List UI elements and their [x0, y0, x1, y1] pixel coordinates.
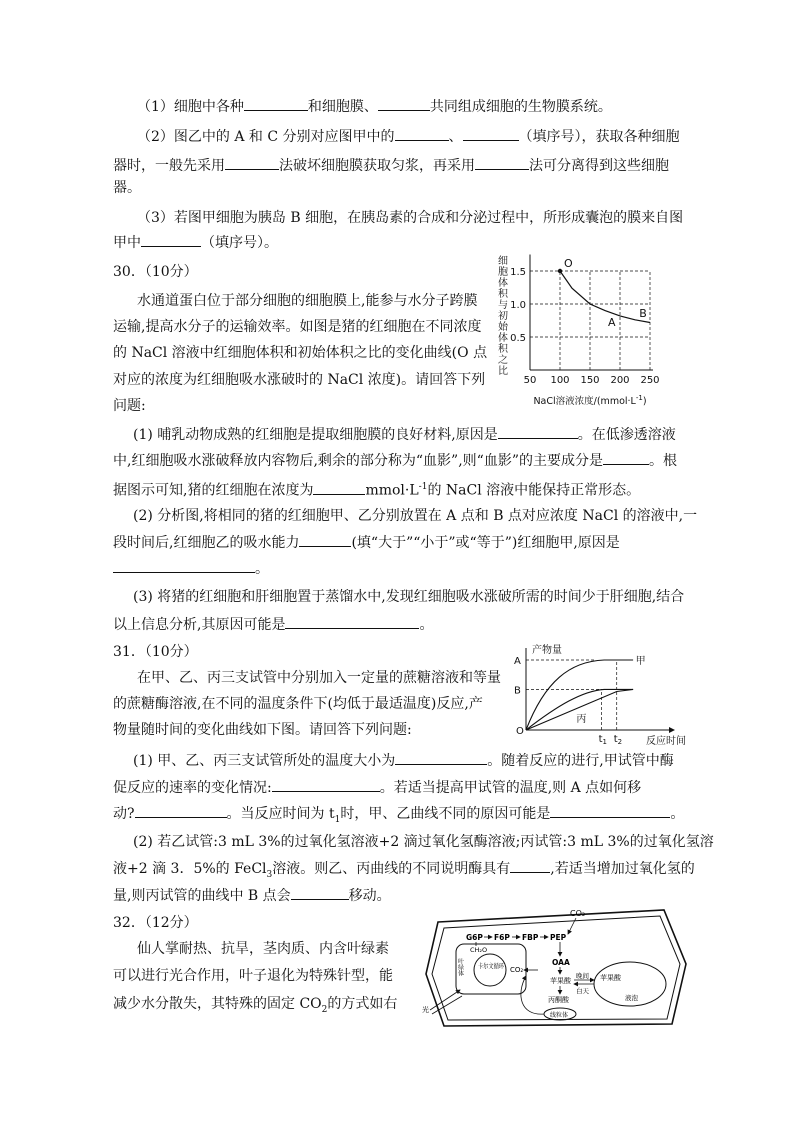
level-a-label: A — [514, 656, 521, 667]
q30-intro-4: 对应的浓度为红细胞吸水涨破时的 NaCl 浓度)。请回答下列 — [113, 372, 486, 388]
q29-part2-line3: 器。 — [113, 180, 141, 196]
y-axis-label-char: 体 — [498, 278, 508, 289]
q31-intro-1: 在甲、乙、丙三支试管中分别加入一定量的蔗糖溶液和等量 — [137, 670, 501, 686]
q29-part1: （1）细胞中各种 和细胞膜、 共同组成细胞的生物膜系统。 — [137, 96, 612, 117]
q30-sub1-line1: (1) 哺乳动物成熟的红细胞是提取细胞膜的良好材料,原因是 。在低渗透溶液 — [133, 424, 676, 445]
pyruvate-label: 丙酮酸 — [548, 996, 569, 1004]
answer-blank[interactable] — [510, 858, 550, 873]
q31-sub2-line2: 液+2 滴 3．5%的 FeCl$_3$溶液。则乙、丙曲线的不同说明酶具有 ,若适当增加过氧化氢的 — [113, 858, 695, 885]
y-axis-label-char: 之 — [498, 355, 508, 366]
q30-sub2-line1: (2) 分析图,将相同的猪的红细胞甲、乙分别放置在 A 点和 B 点对应浓度 NaCl 的溶液中,一 — [133, 508, 698, 524]
y-tick-label: 1.0 — [510, 300, 526, 311]
answer-blank[interactable] — [225, 155, 279, 170]
q31-sub1-line1: (1) 甲、乙、丙三支试管所处的温度大小为 。随着反应的进行,甲试管中酶 — [133, 750, 674, 771]
q31-intro-2: 的蔗糖酶溶液,在不同的温度条件下(均低于最适温度)反应,产 — [113, 696, 483, 712]
malic-acid-label: 苹果酸 — [550, 977, 571, 985]
q29-part2-line2: 器时，一般先采用 法破坏细胞膜获取匀浆，再采用 法可分离得到这些细胞 — [113, 155, 669, 176]
mitochondrion-label: 线粒体 — [550, 1012, 569, 1019]
x-tick-label: 50 — [523, 375, 537, 386]
answer-blank[interactable] — [498, 424, 578, 439]
oaa-label: OAA — [552, 958, 570, 967]
y-tick-label: 0.5 — [510, 333, 526, 344]
y-tick-label: 1.5 — [510, 267, 526, 278]
f6p-label: F6P — [494, 933, 510, 942]
answer-blank[interactable] — [463, 126, 519, 141]
y-axis-label-char: 积 — [498, 289, 508, 300]
q30-intro-5: 问题: — [113, 398, 146, 414]
y-axis-label-char: 比 — [498, 366, 508, 377]
chloroplast-label: 叶绿体 — [456, 958, 464, 976]
q31-product-chart — [500, 640, 690, 752]
answer-blank[interactable] — [244, 96, 308, 111]
answer-blank[interactable] — [395, 750, 487, 765]
x-tick-label: 200 — [610, 375, 630, 386]
vacuole-label: 液泡 — [625, 994, 638, 1002]
series-bing-label: 丙 — [576, 714, 587, 725]
volume-ratio-curve — [560, 271, 650, 323]
q29-part2-line1: （2）图乙中的 A 和 C 分别对应图甲中的 、 （填序号），获取各种细胞 — [137, 126, 680, 147]
y-axis-label-char: 细 — [498, 256, 508, 267]
q31-sub1-line2: 促反应的速率的变化情况: 。若适当提高甲试管的温度,则 A 点如何移 — [113, 777, 641, 798]
q31-sub2-line1: (2) 若乙试管:3 mL 3%的过氧化氢溶液+2 滴过氧化氢酶溶液;丙试管:3 mL 3%的过氧化氢溶 — [133, 834, 714, 850]
q32-line-2: 可以进行光合作用，叶子退化为特殊针型，能 — [113, 968, 393, 984]
q30-intro-3: 的 NaCl 溶液中红细胞体积和初始体积之比的变化曲线(O 点 — [113, 345, 488, 361]
y-axis-label-char: 初 — [498, 311, 508, 322]
y-axis-label: 产物量 — [532, 645, 562, 656]
q31-intro-3: 物量随时间的变化曲线如下图。请回答下列问题: — [113, 722, 412, 738]
t1-label: $t_1$ — [598, 734, 607, 746]
q30-sub3-line2: 以上信息分析,其原因可能是 。 — [113, 614, 433, 635]
malic-acid-vacuole-label: 苹果酸 — [600, 974, 621, 982]
q30-volume-ratio-chart — [490, 252, 690, 412]
answer-blank[interactable] — [135, 803, 227, 818]
cam-pathway-diagram — [420, 904, 692, 1030]
q30-sub1-line2: 中,红细胞吸水涨破释放内容物后,剩余的部分称为“血影”,则“血影”的主要成分是 。根 — [113, 450, 677, 471]
y-axis-label-char: 积 — [498, 344, 508, 355]
q30-intro-1: 水通道蛋白位于部分细胞的细胞膜上,能参与水分子跨膜 — [137, 293, 478, 309]
co2-mid-label: CO₂ — [510, 966, 524, 974]
answer-blank[interactable] — [378, 96, 430, 111]
origin-label: O — [516, 726, 524, 737]
q29-part3-line1: （3）若图甲细胞为胰岛 B 细胞，在胰岛素的合成和分泌过程中，所形成囊泡的膜来自图 — [137, 210, 684, 226]
night-label: 晚间 — [576, 972, 589, 980]
answer-blank[interactable] — [141, 232, 201, 247]
answer-blank[interactable] — [313, 480, 365, 495]
x-axis-label: NaCl溶液浓度$/(mmol\cdot L^{-1})$ — [533, 394, 647, 407]
y-axis-label-char: 胞 — [498, 267, 508, 278]
q30-sub2-line3: 。 — [113, 558, 269, 579]
x-tick-label: 100 — [550, 375, 570, 386]
q32-line-1: 仙人掌耐热、抗旱，茎肉质、内含叶绿素 — [137, 941, 389, 957]
q30-heading: 30．（10分） — [113, 264, 198, 280]
y-axis-label-char: 体 — [498, 333, 508, 344]
pep-label: PEP — [550, 933, 567, 942]
q32-line-3: 减少水分散失，其特殊的固定 $CO_2$的方式如右 — [113, 996, 398, 1015]
answer-blank[interactable] — [550, 803, 670, 818]
q31-sub1-line3: 动? 。当反应时间为 $t_1$时，甲、乙曲线不同的原因可能是 。 — [113, 803, 684, 830]
x-tick-label: 250 — [640, 375, 660, 386]
q30-sub2-line2: 段时间后,红细胞乙的吸水能力 (填“大于”“小于”或“等于”)红细胞甲,原因是 — [113, 532, 620, 553]
q31-heading: 31．（10分） — [113, 644, 198, 660]
light-label: 光 — [422, 1006, 429, 1014]
fbp-label: FBP — [522, 933, 539, 942]
q30-intro-2: 运输,提高水分子的运输效率。如图是猪的红细胞在不同浓度 — [113, 319, 482, 335]
point-b-label: B — [639, 306, 647, 320]
x-tick-label: 150 — [580, 375, 600, 386]
x-axis-label: 反应时间 — [646, 736, 686, 747]
answer-blank[interactable] — [285, 614, 419, 629]
q30-sub3-line1: (3) 将猪的红细胞和肝细胞置于蒸馏水中,发现红细胞吸水涨破所需的时间少于肝细胞,结合 — [133, 589, 685, 605]
ch2o-label: CH₂O — [470, 946, 488, 954]
answer-blank[interactable] — [299, 532, 351, 547]
g6p-label: G6P — [466, 933, 483, 942]
level-b-label: B — [514, 685, 521, 697]
answer-blank[interactable] — [291, 885, 349, 900]
day-label: 白天 — [576, 987, 589, 995]
answer-blank[interactable] — [603, 450, 649, 465]
q31-sub2-line3: 量,则丙试管的曲线中 B 点会 移动。 — [113, 885, 391, 906]
calvin-label: 卡尔文循环 — [478, 962, 511, 970]
point-o-marker — [558, 269, 562, 273]
q29-part3-line2: 甲中 （填序号）。 — [113, 232, 278, 253]
q30-sub1-line3: 据图示可知,猪的红细胞在浓度为 $mmol\cdot L^{-1}$的 NaCl 溶液中能保持正常形态。 — [113, 477, 640, 501]
point-o-label: O — [564, 257, 573, 270]
answer-blank[interactable] — [113, 558, 255, 573]
answer-blank[interactable] — [272, 777, 380, 792]
answer-blank[interactable] — [395, 126, 449, 141]
co2-top-label: CO₂ — [570, 909, 586, 918]
t2-label: $t_2$ — [613, 734, 623, 746]
answer-blank[interactable] — [475, 155, 529, 170]
point-a-label: A — [608, 315, 616, 329]
y-axis-label-char: 与 — [498, 300, 508, 311]
q32-heading: 32．（12分） — [113, 915, 198, 931]
calvin-cycle — [474, 954, 511, 986]
y-axis-label-char: 始 — [498, 322, 508, 333]
series-jia-label: 甲 — [635, 656, 646, 667]
